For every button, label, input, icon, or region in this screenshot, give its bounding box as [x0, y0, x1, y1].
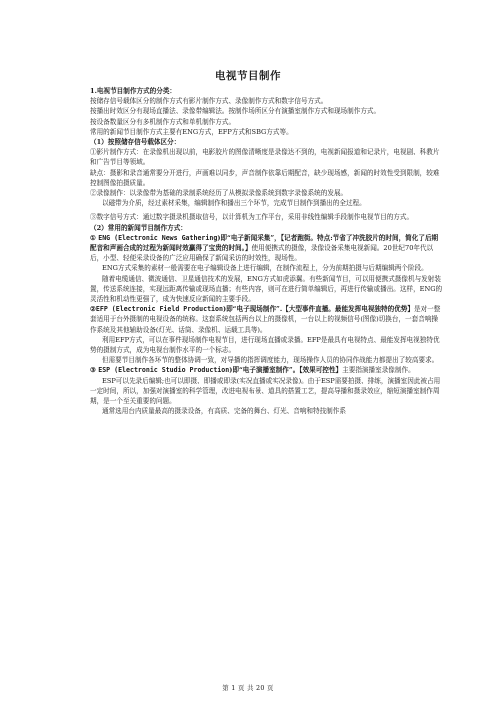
document-body	[90, 86, 444, 417]
paragraph: 通常选用台内质量最高的摄录设备，有高质、完备的舞台、灯光、音响和特技制作系	[102, 407, 346, 416]
paragraph-esp	[90, 365, 444, 375]
eng-description: 使用便携式的摄像，录像设备采集电视新闻。20世纪70年代以后，小型、轻便采录设备的广泛应用确保了新闻采访的时效性，现场性。	[90, 244, 434, 263]
paragraph-efp	[90, 304, 444, 335]
eng-term: ENG (Electronic News Gathering	[98, 233, 218, 242]
eng-marker: ①	[90, 233, 99, 242]
efp-marker: ②	[90, 305, 96, 314]
subsection-heading-carrier: （1）按照储存信号载体区分：	[90, 138, 181, 147]
paragraph: ③数字信号方式：通过数字摄录机摄取信号，以计算机为工作平台，采用非线性编辑手段制作电视节目的方式。	[90, 213, 414, 222]
esp-term: ESP (Electronic Studio Production	[98, 366, 230, 375]
page-footer: 第 1 页 共 20 页	[222, 684, 274, 692]
paragraph: 按设备数量区分有多机制作方式和单机制作方式。	[90, 117, 236, 126]
paragraph: 按播出时效区分有现场直播法、录像带编辑法。按制作场所区分有演播室制作方式和现场制作方式。	[90, 107, 381, 116]
esp-marker: ③	[90, 366, 99, 375]
paragraph: 常用的新闻节目制作方式主要有ENG方式，EFP方式和SBG方式等。	[90, 127, 293, 136]
subsection-heading-news-methods: （2）常用的新闻节目制作方式：	[90, 223, 187, 232]
paragraph: 缺点：摄影和录音通常要分开进行，声画难以同步，声音制作依靠后期配音，缺少现场感，新闻的时效性受到限制，较难控制图像拍摄质量。	[90, 168, 440, 187]
efp-heading: )即“电子现场制作”.【大型事件直播。最能发挥电视独特的优势】	[222, 305, 414, 314]
paragraph: 随着电缆通信、微波通信、卫星通信技术的发展，ENG方式如虎添翼。有些新闻节目，可以用便携式摄像机与发射装置，传送系统连接，实现远距离传输或现场直播；有些内容，则可在进行简单编辑后，再进行传输或播出。这样，ENG的灵活性和机动性更强了，成为快速反应新闻的主要手段。	[90, 274, 443, 304]
paragraph: ②录像制作：以录像带为基础的录制系统经历了从模拟录像系统到数字录像系统的发展。	[90, 189, 348, 198]
paragraph: ①影片制作方式：在录像机出现以前，电影胶片的图像清晰度是录像达不到的，电视新闻报道和记录片，电视剧、科教片和广告节目等领域。	[90, 148, 440, 167]
paragraph-eng	[90, 233, 444, 264]
eng-heading: )即“电子新闻采集”，【记者跑街。特点:节省了冲洗胶片的时间，简化了后期配音和声画合成的过程为新闻时效赢得了宝贵的时间。】	[90, 233, 439, 253]
paragraph: 利用EFP方式，可以在事件现场制作电视节目，进行现场直播或录播。EFP是最具有电视特点、最能发挥电视独特优势的摄制方式，成为电视台制作水平的一个标志。	[90, 335, 440, 355]
paragraph: 按储存信号载体区分的制作方式有影片制作方式、录像制作方式和数字信号方式。	[90, 97, 328, 106]
paragraph: ENG方式采集的素材一般需要在电子编辑设备上进行编辑，在制作流程上，分为前期拍摄与后期编辑两个阶段。	[102, 264, 428, 273]
paragraph: ESP可以先录后编辑;也可以即摄、即播或即录(实况直播或实况录像)。由于ESP需要拍摄、排练，演播室因此被占用一定时间，所以，加强对演播室的科学管理，改进电视布景、道具的搭置工艺，提高导播和摄录效应，缩短演播室制作周期，是一个至关重要的问题。	[90, 376, 441, 406]
esp-description: 主要指演播室录像制作。	[342, 366, 415, 375]
section-heading-classification: 1.电视节目制作方式的分类：	[90, 87, 177, 95]
efp-term: EFP (Electronic Field Production	[95, 305, 223, 314]
efp-description: 是对一整套适用于台外摄制的电视设备的统称。这套系统包括两台以上的摄像机，一台以上的视频信号(图像)切换台，一套音响操作系统及其他辅助设备(灯光、话筒、录像机、运载工具等)。	[90, 305, 441, 334]
esp-heading: )即“电子演播室制作”。【效果可控性】	[229, 366, 343, 375]
paragraph: 但需要节目制作各环节的整体协调一致，对导播的指挥调度能力，现场操作人员的协同作战能力都提出了较高要求。	[102, 356, 439, 365]
paragraph: 以磁带为介质，经过素材采集，编辑制作和播出三个环节，完成节目制作到播出的全过程。	[102, 199, 366, 208]
document-title: 电视节目制作	[215, 70, 281, 82]
